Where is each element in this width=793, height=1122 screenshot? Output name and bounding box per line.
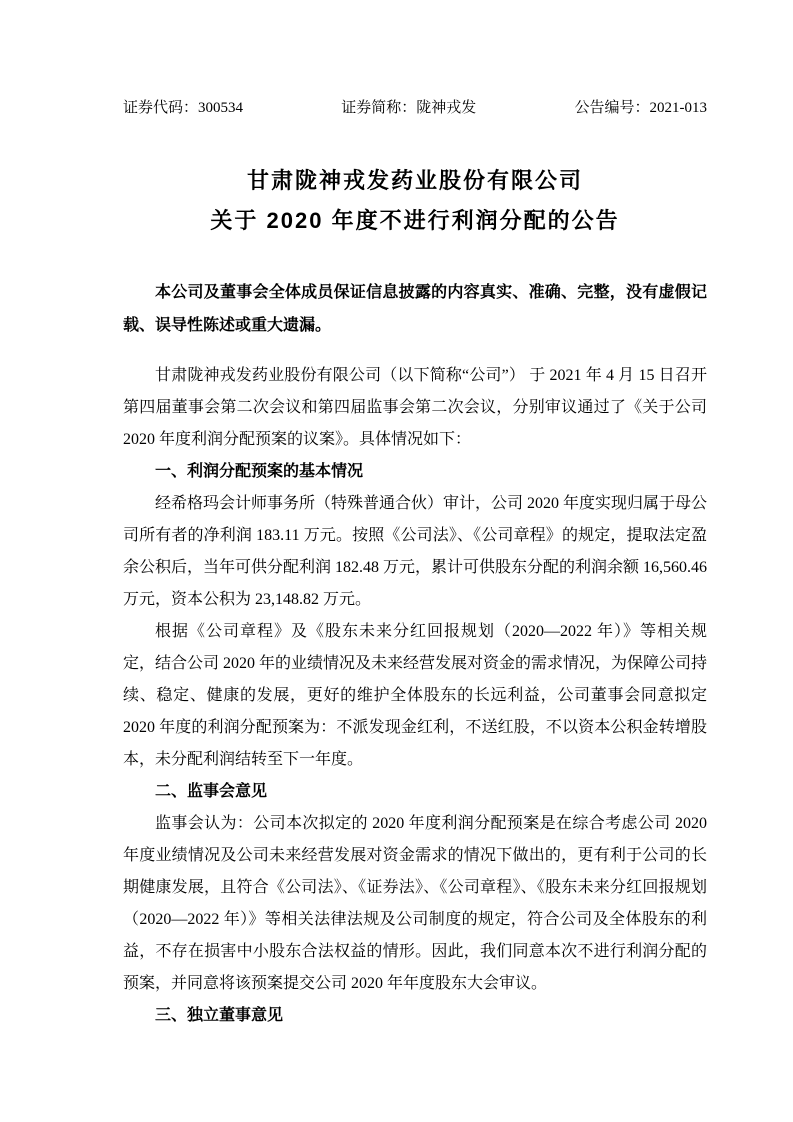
disclaimer-statement: 本公司及董事会全体成员保证信息披露的内容真实、准确、完整，没有虚假记载、误导性陈述或重大遗漏。 xyxy=(123,284,707,334)
section-1-heading: 一、利润分配预案的基本情况 xyxy=(155,463,364,480)
document-body xyxy=(123,360,707,1032)
page-content xyxy=(123,0,707,1032)
doc-header xyxy=(123,98,707,118)
section-3-heading: 三、独立董事意见 xyxy=(155,1007,284,1024)
title-line-2: 关于 2020 年度不进行利润分配的公告 xyxy=(210,208,620,233)
stock-abbr: 证券简称：陇神戎发 xyxy=(341,100,477,116)
title-line-1: 甘肃陇神戎发药业股份有限公司 xyxy=(246,168,583,193)
announcement-number: 公告编号：2021-013 xyxy=(574,100,707,116)
stock-code: 证券代码：300534 xyxy=(123,100,244,116)
section-1-paragraph-2: 根据《公司章程》及《股东未来分红回报规划（2020—2022 年）》等相关规定，结合公司 2020 年的业绩情况及未来经营发展对资金的需求情况，为保障公司持续、稳定、健康的发展，更好的维护全体股东的长远利益，公司董事会同意拟定 2020 年度的利润分配预案为：不派发现金红利，不送红股，不以资本公积金转增股本，未分配利润结转至下一年度。 xyxy=(123,623,708,768)
section-1-paragraph-1: 经希格玛会计师事务所（特殊普通合伙）审计，公司 2020 年度实现归属于母公司所有者的净利润 183.11 万元。按照《公司法》、《公司章程》的规定，提取法定盈余公积后，当年可供分配利润 182.48 万元，累计可供股东分配的利润余额 16,560.46 万元，资本公积为 23,148.82 万元。 xyxy=(123,495,708,608)
document-title xyxy=(123,161,707,241)
section-2-paragraph-1: 监事会认为：公司本次拟定的 2020 年度利润分配预案是在综合考虑公司 2020 年度业绩情况及公司未来经营发展对资金需求的情况下做出的，更有利于公司的长期健康发展，且符合《公司法》、《证券法》、《公司章程》、《股东未来分红回报规划（2020—2022 年）》等相关法律法规及公司制度的规定，符合公司及全体股东的利益，不存在损害中小股东合法权益的情形。因此，我们同意本次不进行利润分配的预案，并同意将该预案提交公司 2020 年年度股东大会审议。 xyxy=(123,815,707,992)
intro-paragraph: 甘肃陇神戎发药业股份有限公司（以下简称“公司”） 于 2021 年 4 月 15 日召开第四届董事会第二次会议和第四届监事会第二次会议，分别审议通过了《关于公司 2020 年度利润分配预案的议案》。具体情况如下： xyxy=(123,367,707,448)
section-2-heading: 二、监事会意见 xyxy=(155,783,268,800)
